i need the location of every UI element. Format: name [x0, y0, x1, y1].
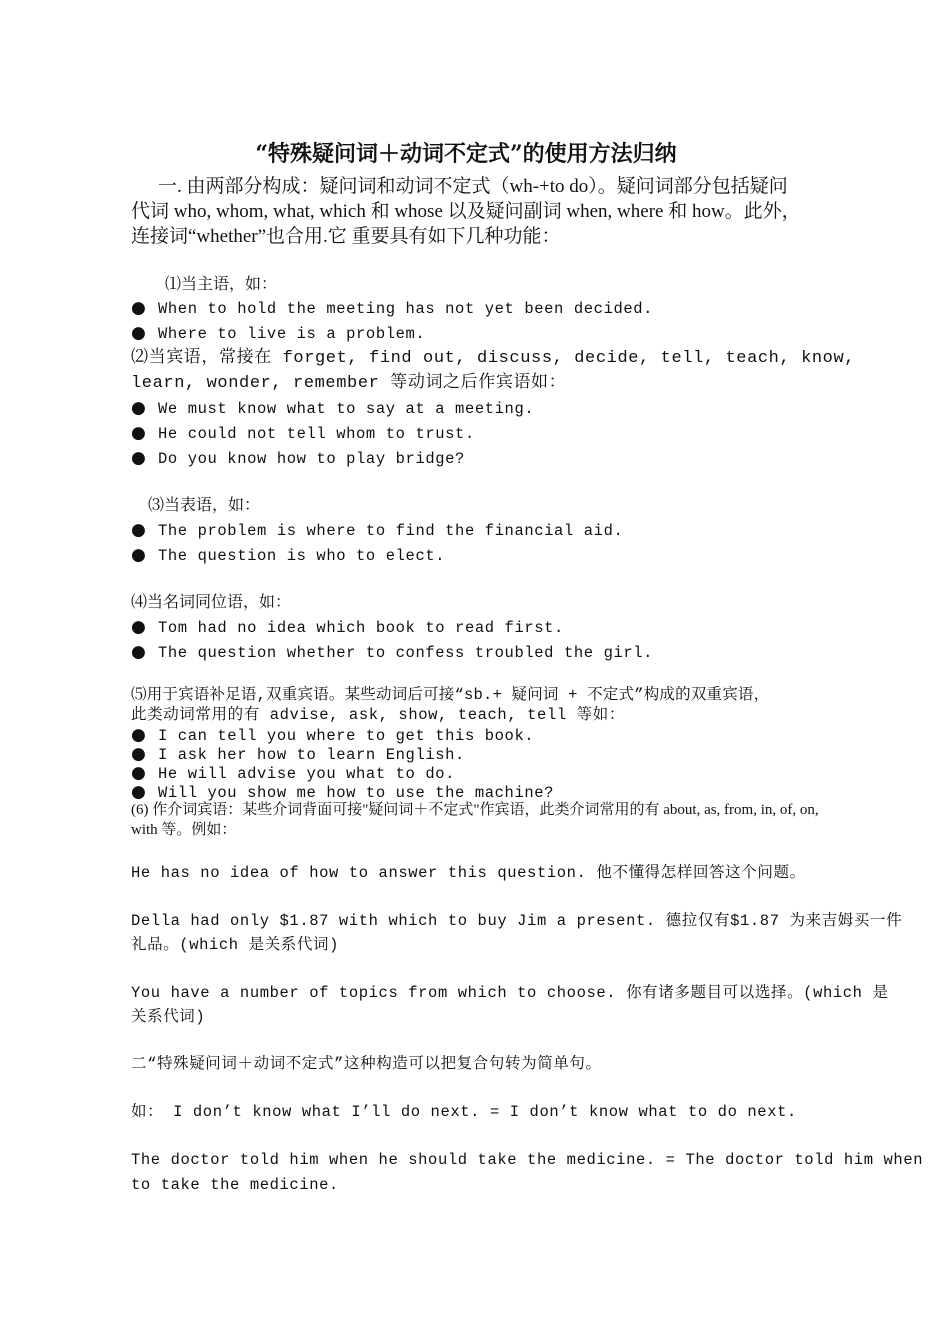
example-2-line-2: 礼品。(which 是关系代词) [131, 936, 340, 954]
section-2-heading-line-2: learn, wonder, remember 等动词之后作宾语如： [131, 374, 567, 393]
bullet-icon: ● [131, 617, 147, 637]
bullet-item: ● When to hold the meeting has not yet been decided. [131, 298, 654, 318]
intro-line-3: 连接词“whether”也合用.它 重要具有如下几种功能： [131, 226, 561, 247]
section-6-line-1: (6) 作介词宾语：某些介词背面可接"疑问词＋不定式"作宾语，此类介词常用的有 about, as, from, in, of, on, [131, 802, 819, 818]
bullet-item: ● He could not tell whom to trust. [131, 423, 475, 443]
bullet-item: ● I ask her how to learn English. [131, 744, 465, 764]
bullet-icon: ● [131, 323, 147, 343]
page-title: “特殊疑问词＋动词不定式”的使用方法归纳 [255, 141, 677, 167]
example-2-line-1: Della had only $1.87 with which to buy Jim a present. 德拉仅有$1.87 为来吉姆买一件 [131, 912, 903, 930]
part-2-example-2-line-1: The doctor told him when he should take the medicine. = The doctor told him when [131, 1151, 924, 1169]
section-3-heading: ⑶当表语，如： [148, 495, 261, 514]
example-1: He has no idea of how to answer this question. 他不懂得怎样回答这个问题。 [131, 864, 806, 882]
bullet-item: ● I can tell you where to get this book. [131, 725, 535, 745]
section-6-line-2: with 等。例如： [131, 822, 237, 838]
section-2-heading-line-1: ⑵当宾语，常接在 forget, find out, discuss, decide, tell, teach, know, [131, 349, 856, 368]
bullet-item: ● Will you show me how to use the machine? [131, 782, 555, 802]
bullet-item: ● Do you know how to play bridge? [131, 448, 465, 468]
bullet-icon: ● [131, 545, 147, 565]
part-2-example-2-line-2: to take the medicine. [131, 1176, 339, 1194]
section-5-heading-line-2: 此类动词常用的有 advise, ask, show, teach, tell 等如： [131, 706, 625, 724]
example-3-line-2: 关系代词) [131, 1008, 206, 1026]
bullet-icon: ● [131, 398, 147, 418]
bullet-icon: ● [131, 642, 147, 662]
bullet-icon: ● [131, 448, 147, 468]
bullet-item: ● Where to live is a problem. [131, 323, 426, 343]
section-4-heading: ⑷当名词同位语，如： [131, 592, 292, 611]
bullet-item: ● The question whether to confess troubled the girl. [131, 642, 654, 662]
bullet-item: ● We must know what to say at a meeting. [131, 398, 535, 418]
bullet-item: ● The question is who to elect. [131, 545, 446, 565]
bullet-icon: ● [131, 423, 147, 443]
bullet-icon: ● [131, 744, 147, 764]
bullet-icon: ● [131, 298, 147, 318]
part-2-example-1: 如： I don’t know what I’ll do next. = I don’t know what to do next. [131, 1103, 797, 1121]
intro-line-1: 一. 由两部分构成：疑问词和动词不定式（wh-+to do）。疑问词部分包括疑问 [158, 176, 788, 197]
bullet-icon: ● [131, 725, 147, 745]
bullet-item: ● The problem is where to find the financial aid. [131, 520, 624, 540]
bullet-icon: ● [131, 782, 147, 802]
bullet-item: ● Tom had no idea which book to read first. [131, 617, 564, 637]
intro-line-2: 代词 who, whom, what, which 和 whose 以及疑问副词 when, where 和 how。此外， [131, 201, 801, 222]
part-2-heading: 二“特殊疑问词＋动词不定式”这种构造可以把复合句转为简单句。 [131, 1055, 602, 1073]
example-3-line-1: You have a number of topics from which to choose. 你有诸多题目可以选择。(which 是 [131, 984, 889, 1002]
bullet-icon: ● [131, 763, 147, 783]
bullet-item: ● He will advise you what to do. [131, 763, 456, 783]
section-1-heading: ⑴当主语，如： [165, 274, 278, 293]
bullet-icon: ● [131, 520, 147, 540]
section-5-heading-line-1: ⑸用于宾语补足语,双重宾语。某些动词后可接“sb.+ 疑问词 + 不定式”构成的双重宾语， [131, 686, 770, 704]
